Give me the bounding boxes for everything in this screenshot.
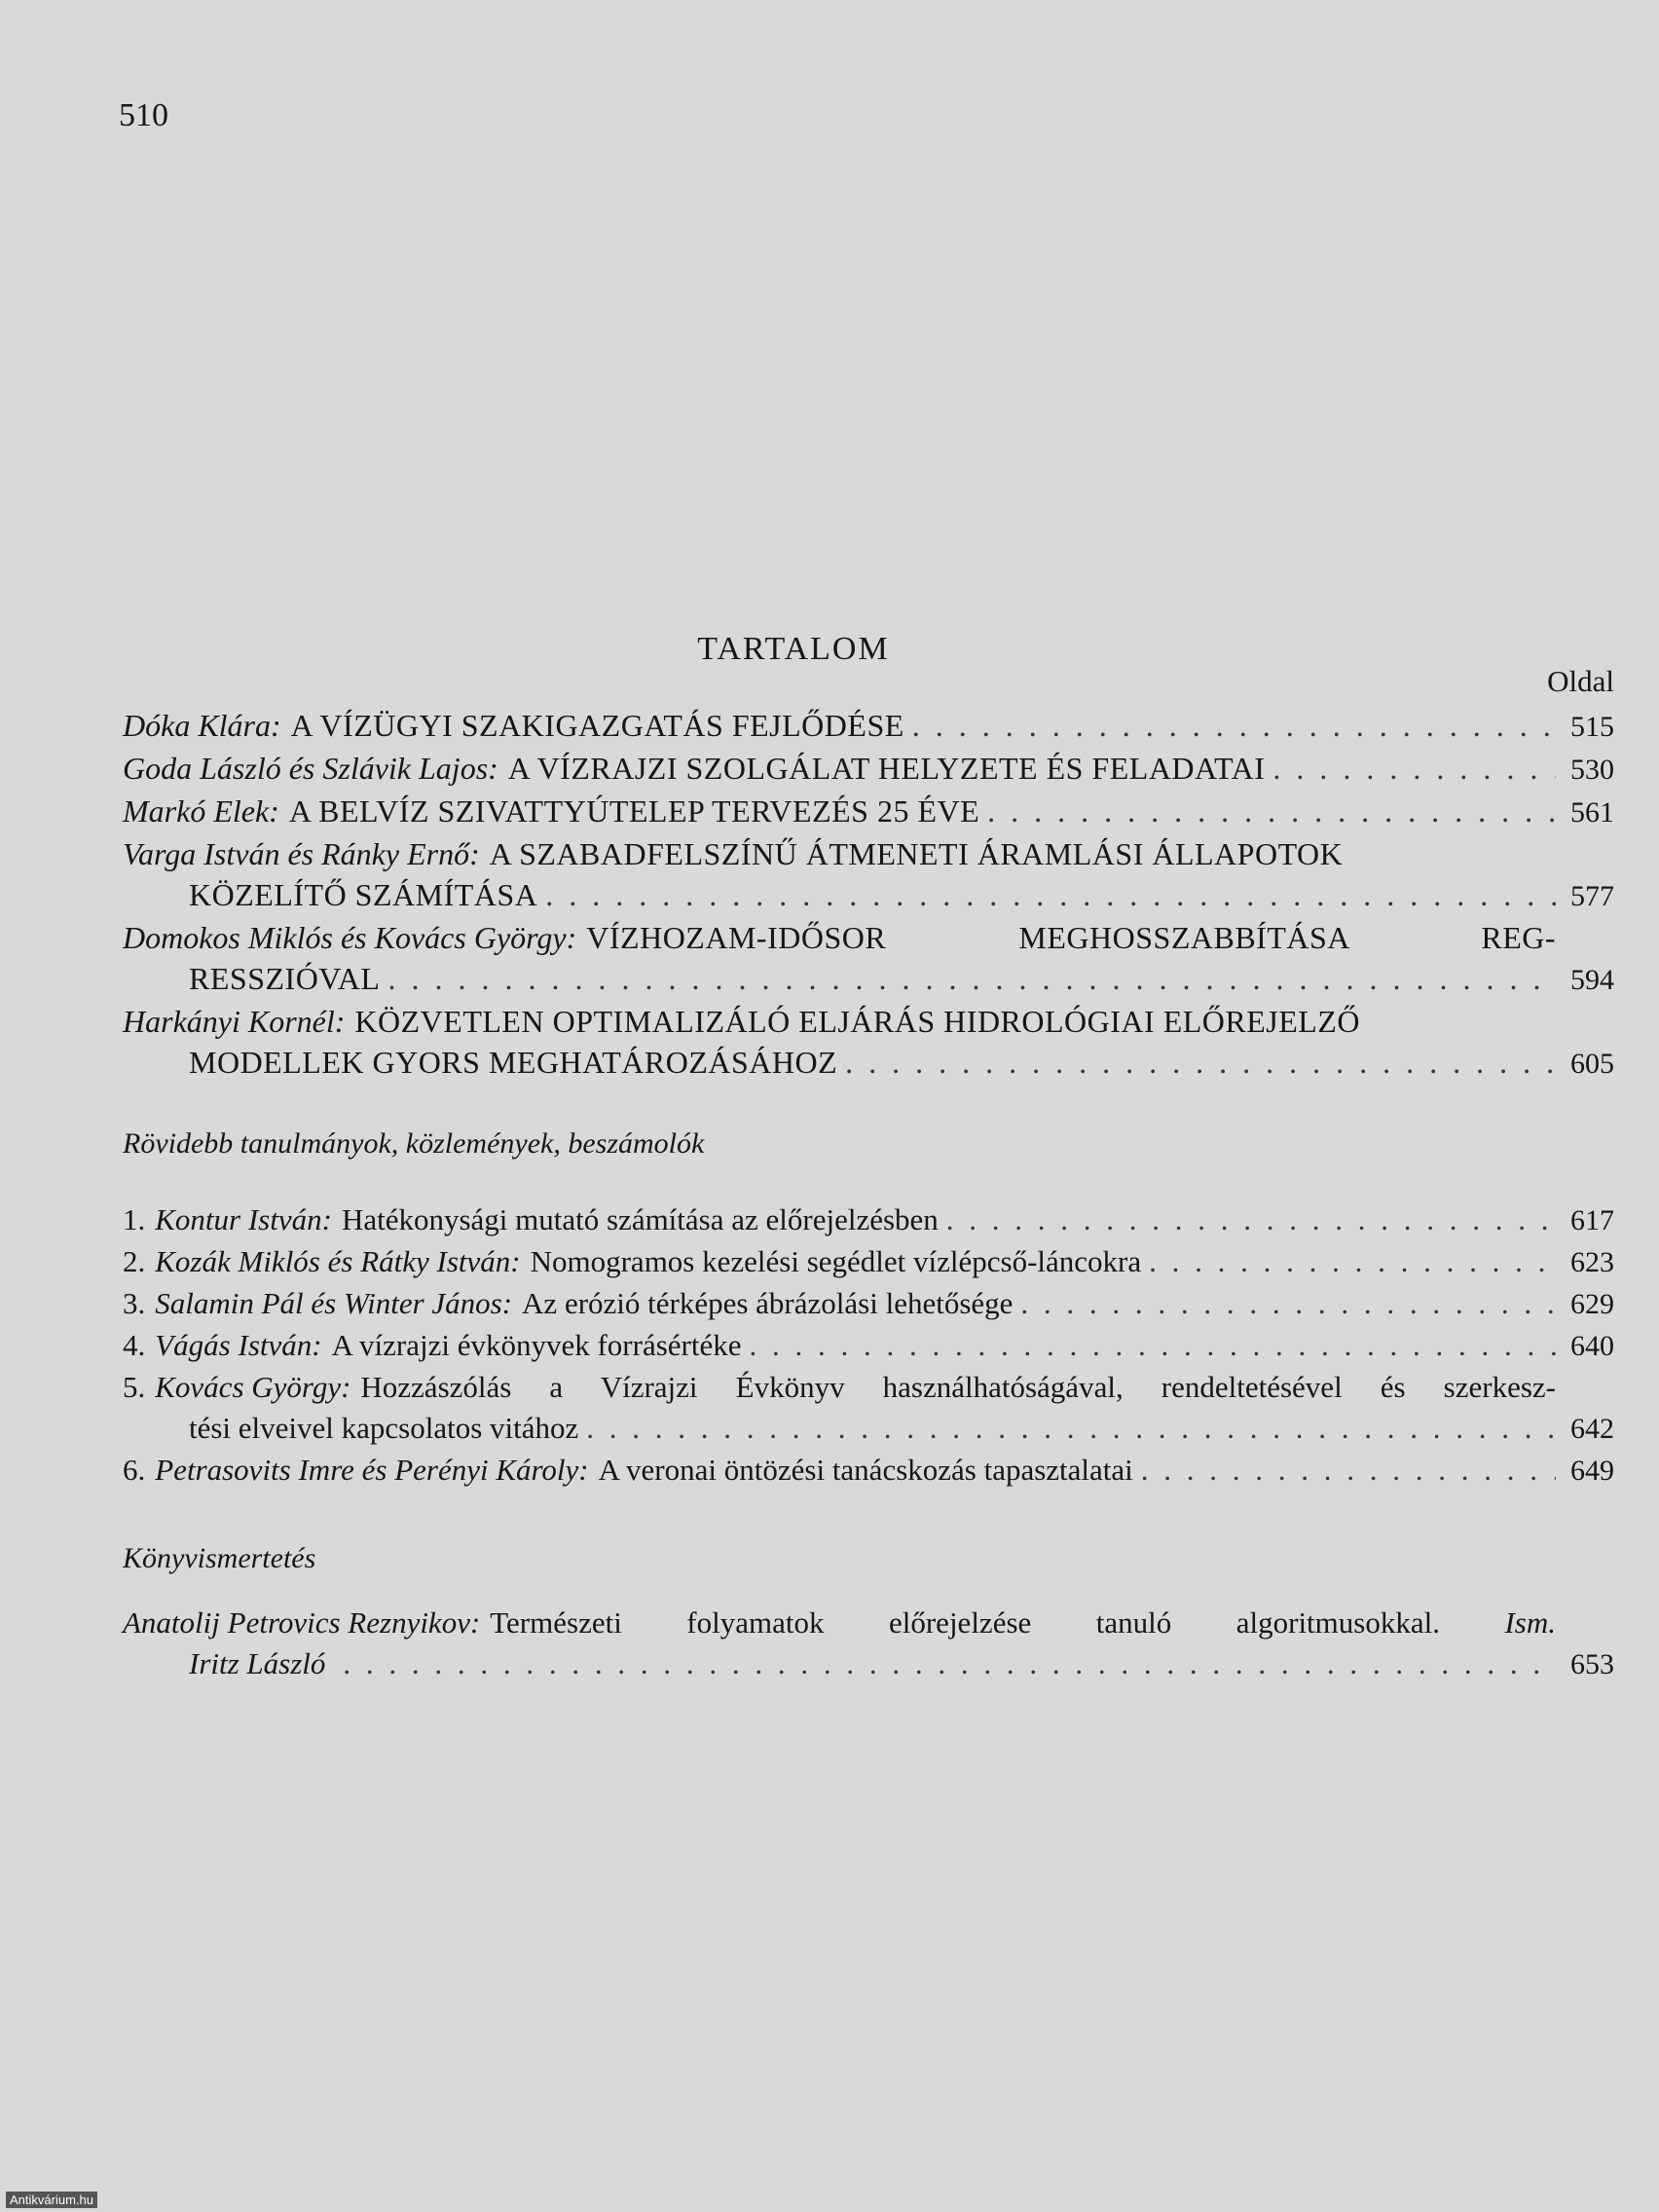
entry-title-continuation: MODELLEK GYORS MEGHATÁROZÁSÁHOZ bbox=[189, 1045, 838, 1080]
entry-author: Goda László és Szlávik Lajos: bbox=[123, 751, 498, 786]
toc-entry bbox=[123, 1603, 1614, 1685]
entry-page: 640 bbox=[1570, 1330, 1614, 1362]
entry-author: Dóka Klára: bbox=[123, 708, 281, 743]
entry-page: 629 bbox=[1570, 1288, 1614, 1320]
entry-author: Varga István és Ránky Ernő: bbox=[123, 836, 480, 871]
entry-title-continuation: RESSZIÓVAL bbox=[189, 961, 381, 996]
leader-dots bbox=[987, 791, 1556, 831]
entry-title bbox=[490, 1603, 1556, 1643]
leader-dots bbox=[946, 1199, 1556, 1240]
entry-number: 1. bbox=[123, 1202, 146, 1236]
leader-dots bbox=[1141, 1450, 1556, 1491]
entry-author: Kozák Miklós és Rátky István: bbox=[155, 1244, 521, 1278]
leader-dots bbox=[387, 958, 1556, 999]
entry-title: Nomogramos kezelési segédlet vízlépcső-láncokra bbox=[530, 1244, 1142, 1278]
leader-dots bbox=[1020, 1283, 1556, 1324]
entry-page: 594 bbox=[1570, 964, 1614, 996]
entry-title: A veronai öntözési tanácskozás tapasztalatai bbox=[598, 1453, 1133, 1487]
toc-entry bbox=[123, 1283, 1614, 1325]
entry-title: VÍZHOZAM-IDŐSOR MEGHOSSZABBÍTÁSA REG- bbox=[586, 920, 1556, 955]
entry-page: 623 bbox=[1570, 1246, 1614, 1278]
book-review-list bbox=[123, 1603, 1614, 1685]
toc-entry bbox=[123, 791, 1614, 833]
entry-author: Salamin Pál és Winter János: bbox=[155, 1286, 513, 1320]
entry-title: A SZABADFELSZÍNŰ ÁTMENETI ÁRAMLÁSI ÁLLAPOTOK bbox=[489, 836, 1344, 871]
entry-page: 649 bbox=[1570, 1455, 1614, 1487]
entry-page: 530 bbox=[1570, 754, 1614, 786]
entry-author: Petrasovits Imre és Perényi Károly: bbox=[155, 1453, 589, 1487]
entry-number: 2. bbox=[123, 1244, 146, 1278]
entry-title: KÖZVETLEN OPTIMALIZÁLÓ ELJÁRÁS HIDROLÓGIAI ELŐREJELZŐ bbox=[354, 1004, 1360, 1039]
entry-number: 6. bbox=[123, 1453, 146, 1487]
leader-dots bbox=[912, 705, 1556, 746]
entry-number: 5. bbox=[123, 1370, 146, 1404]
entry-author: Kovács György: bbox=[155, 1370, 351, 1404]
entry-page: 515 bbox=[1570, 711, 1614, 743]
main-toc-list bbox=[123, 705, 1614, 1085]
leader-dots bbox=[586, 1408, 1556, 1449]
toc-entry bbox=[123, 1001, 1614, 1085]
toc-entry bbox=[123, 748, 1614, 791]
leader-dots bbox=[750, 1325, 1557, 1366]
entry-page: 605 bbox=[1570, 1048, 1614, 1080]
entry-author: Domokos Miklós és Kovács György: bbox=[123, 920, 577, 955]
toc-entry bbox=[123, 1367, 1614, 1450]
toc-entry bbox=[123, 1325, 1614, 1367]
toc-entry bbox=[123, 917, 1614, 1001]
entry-number: 3. bbox=[123, 1286, 146, 1320]
section-heading-short-studies: Rövidebb tanulmányok, közlemények, beszámolók bbox=[123, 1127, 705, 1160]
entry-author: Kontur István: bbox=[155, 1202, 332, 1236]
toc-entry bbox=[123, 833, 1614, 917]
reviewer-name: Iritz László bbox=[189, 1646, 326, 1680]
leader-dots bbox=[1272, 748, 1556, 789]
entry-title: A VÍZRAJZI SZOLGÁLAT HELYZETE ÉS FELADATAI bbox=[507, 751, 1266, 786]
entry-title-continuation: KÖZELÍTŐ SZÁMÍTÁSA bbox=[189, 877, 538, 912]
leader-dots bbox=[1149, 1241, 1556, 1282]
leader-dots bbox=[343, 1643, 1556, 1684]
section-heading-book-review: Könyvismertetés bbox=[123, 1542, 316, 1574]
short-toc-list bbox=[123, 1199, 1614, 1492]
entry-page: 642 bbox=[1570, 1413, 1614, 1445]
leader-dots bbox=[545, 874, 1556, 915]
review-marker: Ism. bbox=[1504, 1605, 1557, 1640]
entry-page: 561 bbox=[1570, 796, 1614, 829]
toc-entry bbox=[123, 1199, 1614, 1241]
entry-title: A BELVÍZ SZIVATTYÚTELEP TERVEZÉS 25 ÉVE bbox=[288, 793, 980, 829]
toc-title: TARTALOM bbox=[697, 631, 890, 667]
entry-author: Anatolij Petrovics Reznyikov: bbox=[123, 1605, 481, 1640]
entry-title: Hozzászólás a Vízrajzi Évkönyv használhatóságával, rendeltetésével és szerkesz- bbox=[360, 1370, 1556, 1404]
entry-author: Vágás István: bbox=[155, 1328, 322, 1362]
entry-number: 4. bbox=[123, 1328, 146, 1362]
entry-author: Harkányi Kornél: bbox=[123, 1004, 346, 1039]
entry-page: 577 bbox=[1570, 880, 1614, 912]
entry-title: A VÍZÜGYI SZAKIGAZGATÁS FEJLŐDÉSE bbox=[290, 708, 904, 743]
entry-title-continuation: tési elveivel kapcsolatos vitához bbox=[189, 1411, 579, 1445]
entry-title: Az erózió térképes ábrázolási lehetősége bbox=[522, 1286, 1014, 1320]
entry-page: 617 bbox=[1570, 1204, 1614, 1236]
leader-dots bbox=[845, 1042, 1556, 1083]
toc-entry bbox=[123, 1241, 1614, 1283]
entry-author: Markó Elek: bbox=[123, 793, 279, 829]
entry-page: 653 bbox=[1570, 1648, 1614, 1680]
entry-title: Hatékonysági mutató számítása az előrejelzésben bbox=[341, 1202, 939, 1236]
page-column-heading: Oldal bbox=[1547, 664, 1614, 698]
toc-entry bbox=[123, 705, 1614, 748]
toc-entry bbox=[123, 1450, 1614, 1492]
book-title: Természeti folyamatok előrejelzése tanuló algoritmusokkal. bbox=[490, 1605, 1440, 1640]
entry-title: A vízrajzi évkönyvek forrásértéke bbox=[331, 1328, 742, 1362]
page-number: 510 bbox=[119, 97, 168, 133]
watermark: Antikvárium.hu bbox=[6, 2192, 97, 2208]
